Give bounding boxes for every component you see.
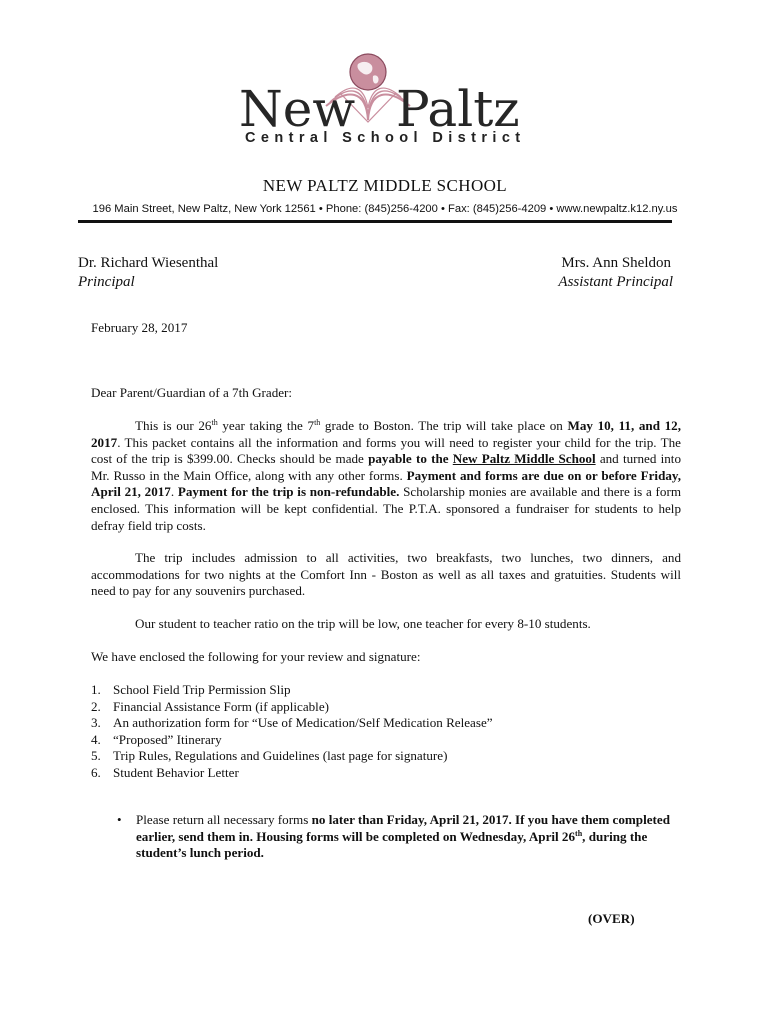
assistant-principal-name: Mrs. Ann Sheldon [561, 255, 671, 271]
list-item: 3. An authorization form for “Use of Medication/Self Medication Release” [91, 715, 493, 731]
enclosed-list [91, 682, 651, 782]
list-item: 1. School Field Trip Permission Slip [91, 682, 291, 697]
letter-date: February 28, 2017 [91, 320, 188, 335]
logo-subtitle: Central School District [245, 130, 526, 146]
list-item: 6. Student Behavior Letter [91, 764, 239, 780]
list-item: 2. Financial Assistance Form (if applicable) [91, 698, 329, 714]
bullet-icon: • [117, 812, 122, 827]
principal-name: Dr. Richard Wiesenthal [78, 255, 219, 271]
address-line: 196 Main Street, New Paltz, New York 12561 • Phone: (845)256-4200 • Fax: (845)256-4209 • www.newpaltz.k12.ny.us [92, 203, 678, 215]
principal-title: Principal [78, 274, 135, 290]
list-item: 5. Trip Rules, Regulations and Guidelines (last page for signature) [91, 748, 448, 764]
enclosed-intro: We have enclosed the following for your review and signature: [91, 649, 421, 664]
paragraph-inclusions: The trip includes admission to all activities, two breakfasts, two lunches, two dinners, and accommodations for two nights at the Comfort Inn - Boston as well as all taxes and gratuities. Students will need to pay for any souvenirs purchased. [91, 550, 681, 599]
paragraph-trip-details: This is our 26th year taking the 7th grade to Boston. The trip will take place on May 10, 11, and 12, 2017. This packet contains all the information and forms you will need to register your child for the trip. The cost of the trip is $399.00. Checks should be made payable to the New Paltz Middle School and turned into Mr. Russo in the Main Office, along with any other forms. Payment and forms are due on or before Friday, April 21, 2017. Payment for the trip is non-refundable. Scholarship monies are available and there is a form enclosed. This information will be kept confidential. The P.T.A. sponsored a fundraiser for students to help defray field trip costs. [91, 418, 682, 533]
greeting: Dear Parent/Guardian of a 7th Grader: [91, 385, 293, 400]
letterhead-divider [78, 220, 672, 223]
assistant-principal-title: Assistant Principal [558, 274, 673, 290]
paragraph-ratio: Our student to teacher ratio on the trip will be low, one teacher for every 8-10 students. [135, 616, 591, 631]
district-logo [236, 50, 536, 150]
return-forms-note: Please return all necessary forms no later than Friday, April 21, 2017. If you have them completed earlier, send them in. Housing forms will be completed on Wednesday, April 26th, during the student’s lunch period. [136, 812, 670, 861]
logo-word-new: New [239, 80, 356, 138]
logo-word-paltz: Paltz [396, 80, 520, 138]
over-label: (OVER) [588, 911, 635, 926]
school-name: NEW PALTZ MIDDLE SCHOOL [262, 176, 508, 195]
list-item: 4. “Proposed” Itinerary [91, 731, 222, 747]
